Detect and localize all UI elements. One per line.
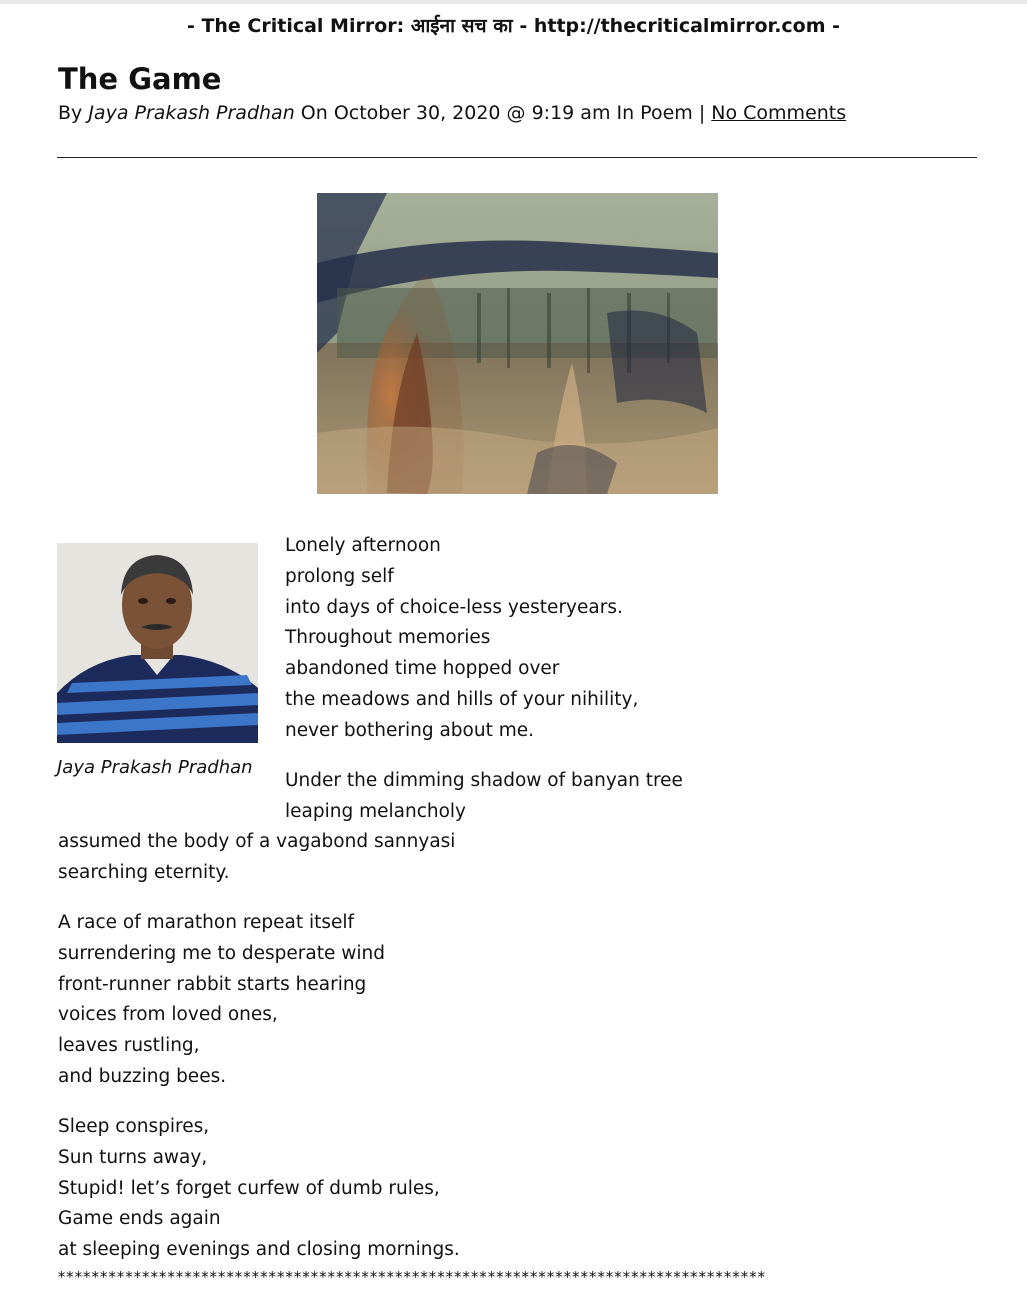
poem-stanza-2-part-2 — [58, 827, 455, 889]
header-divider — [57, 157, 977, 158]
author-photo-art — [57, 543, 258, 743]
post-title: The Game — [58, 62, 222, 96]
poem-stanza-4 — [58, 1112, 460, 1266]
author-photo — [57, 543, 258, 743]
featured-image — [317, 193, 718, 494]
byline-date: On October 30, 2020 @ 9:19 am In Poem | — [300, 102, 706, 124]
poem-line: searching eternity. — [58, 861, 230, 883]
poem-line: Sleep conspires, — [58, 1116, 210, 1137]
featured-image-art — [317, 193, 718, 494]
asterisk-divider: ************************************************************************************ — [57, 1268, 766, 1286]
byline-author: Jaya Prakash Pradhan — [88, 102, 295, 124]
poem-line: never bothering about me. — [285, 719, 534, 741]
poem-line: surrendering me to desperate wind — [58, 942, 385, 964]
poem-line: abandoned time hopped over — [285, 658, 560, 680]
poem-line: prolong self — [285, 565, 394, 587]
poem-stanza-2-part-1 — [285, 766, 683, 828]
photo-caption: Jaya Prakash Pradhan — [57, 757, 253, 778]
poem-line: leaves rustling, — [58, 1035, 200, 1057]
poem-line: assumed the body of a vagabond sannyasi — [58, 831, 456, 852]
poem-line: and buzzing bees. — [58, 1065, 227, 1087]
poem-line: A race of marathon repeat itself — [58, 912, 355, 933]
poem-line: at sleeping evenings and closing mornings. — [58, 1239, 460, 1261]
poem-line: Throughout memories — [285, 627, 491, 649]
poem-line: Game ends again — [58, 1208, 221, 1230]
site-header: - The Critical Mirror: आईना सच का - http://thecriticalmirror.com - — [186, 15, 841, 37]
poem-stanza-3 — [58, 908, 385, 1093]
poem-stanza-1 — [285, 531, 638, 747]
poem-line: Sun turns away, — [58, 1146, 208, 1168]
poem-line: voices from loved ones, — [58, 1004, 278, 1026]
byline-by: By — [58, 102, 83, 124]
poem-line: the meadows and hills of your nihility, — [285, 688, 639, 710]
poem-line: Stupid! let’s forget curfew of dumb rules, — [58, 1177, 440, 1199]
poem-line: into days of choice-less yesteryears. — [285, 596, 623, 618]
poem-line: leaping melancholy — [285, 800, 466, 822]
poem-line: Under the dimming shadow of banyan tree — [285, 770, 683, 791]
poem-line: front-runner rabbit starts hearing — [58, 973, 367, 995]
poem-line: Lonely afternoon — [285, 535, 441, 556]
byline — [58, 102, 846, 124]
comments-link[interactable]: No Comments — [711, 102, 847, 124]
top-strip — [0, 0, 1027, 4]
